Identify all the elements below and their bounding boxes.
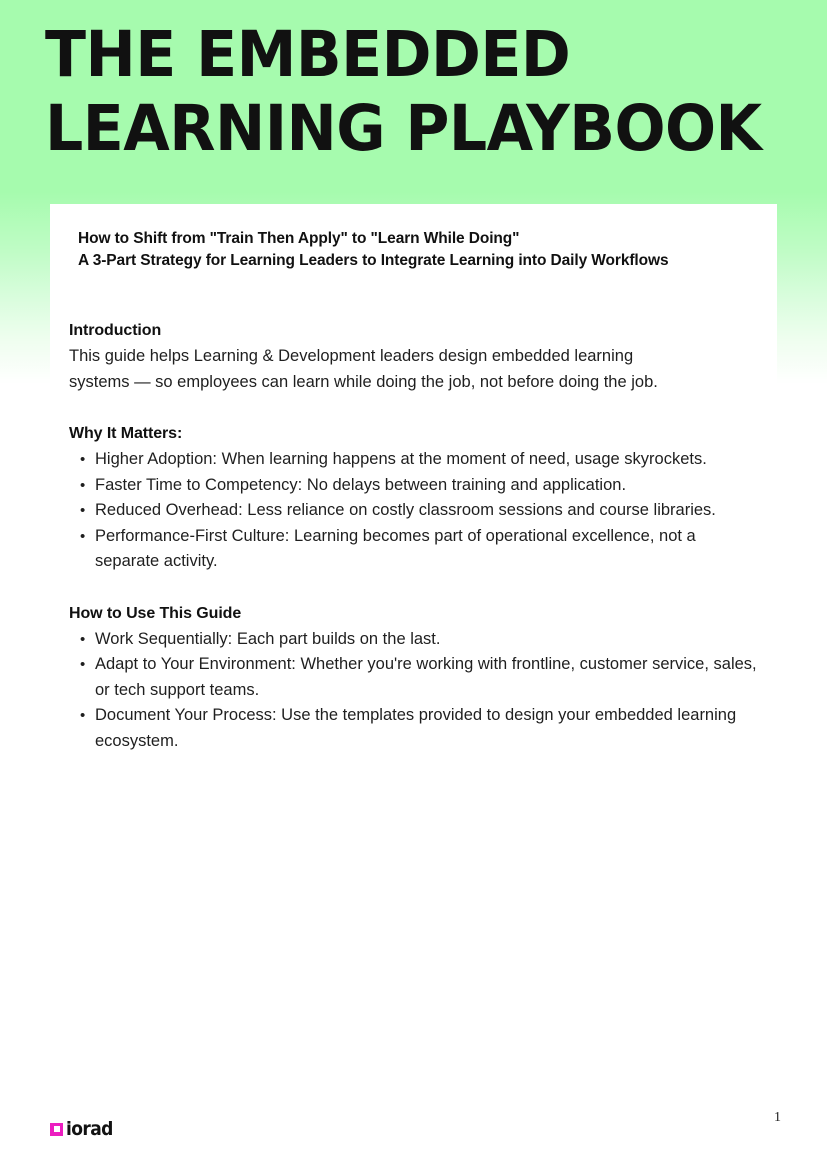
document-subtitle-line-2: A 3-Part Strategy for Learning Leaders to Integrate Learning into Daily Workflows [78, 252, 669, 269]
page-title [45, 18, 827, 166]
list-item: • Faster Time to Competency: No delays between training and application. [69, 473, 757, 499]
list-item: • Reduced Overhead: Less reliance on costly classroom sessions and course libraries. [69, 498, 757, 524]
list-item: • Performance-First Culture: Learning becomes part of operational excellence, not a separate activity. [69, 524, 757, 575]
iorad-logo[interactable] [50, 1118, 113, 1140]
section-why-it-matters [69, 421, 757, 575]
page-title-line-1: THE EMBEDDED [45, 18, 571, 91]
page-footer [0, 1110, 827, 1150]
section-introduction [69, 318, 757, 395]
section-bullet-list [69, 447, 757, 575]
page-title-line-2: LEARNING PLAYBOOK [45, 92, 762, 165]
square-outline-icon [50, 1123, 63, 1136]
document-subtitle-line-1: How to Shift from "Train Then Apply" to "Learn While Doing" [78, 230, 520, 247]
document-body [50, 318, 777, 754]
list-item: • Work Sequentially: Each part builds on the last. [69, 627, 757, 653]
content-card [50, 204, 777, 1064]
iorad-logo-text: iorad [66, 1118, 113, 1140]
section-title: Introduction [69, 322, 162, 339]
section-bullet-list [69, 627, 757, 755]
section-title: Why It Matters: [69, 425, 183, 442]
section-paragraph: This guide helps Learning & Development leaders design embedded learning systems — so employees can learn while doing the job, not before doing the job. [69, 347, 658, 391]
section-title: How to Use This Guide [69, 604, 242, 622]
list-item: • Document Your Process: Use the templates provided to design your embedded learning ecosystem. [69, 703, 757, 754]
section-how-to-use-this-guide [69, 601, 757, 755]
document-subtitle-block [50, 204, 777, 272]
list-item: • Higher Adoption: When learning happens at the moment of need, usage skyrockets. [69, 447, 757, 473]
page-number: 1 [774, 1110, 781, 1125]
list-item: • Adapt to Your Environment: Whether you're working with frontline, customer service, sales, or tech support teams. [69, 652, 757, 703]
